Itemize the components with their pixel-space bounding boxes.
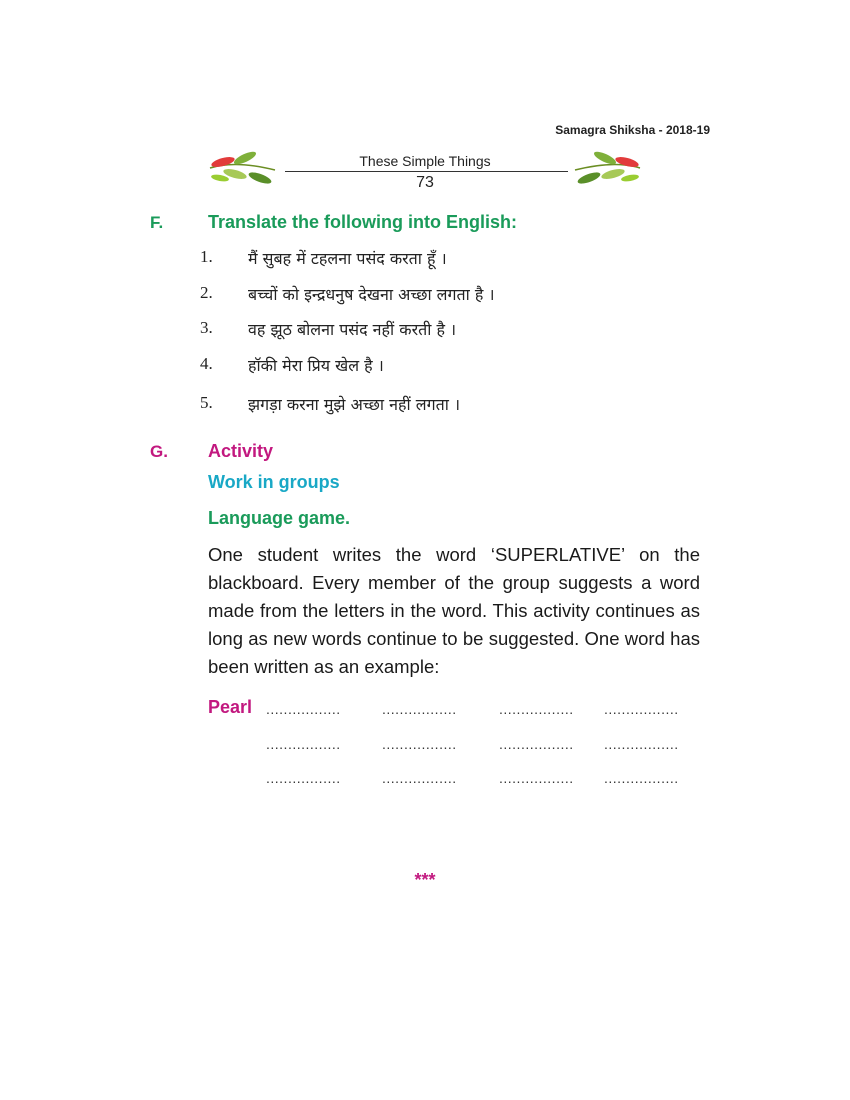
blank-line: .................	[604, 736, 679, 752]
item-text: मैं सुबह में टहलना पसंद करता हूँ ।	[248, 249, 447, 268]
blank-line: .................	[499, 770, 574, 786]
running-title: These Simple Things	[359, 153, 491, 169]
blank-line: .................	[266, 770, 341, 786]
blank-line: .................	[382, 701, 457, 717]
item-text: वह झूठ बोलना पसंद नहीं करती है ।	[248, 320, 457, 339]
item-text: बच्चों को इन्द्रधनुष देखना अच्छा लगता है ।	[248, 285, 495, 304]
item-number: 3.	[200, 318, 213, 337]
section-g-title: Activity	[208, 441, 274, 461]
section-f-letter: F.	[150, 213, 164, 232]
item-text: हॉकी मेरा प्रिय खेल है ।	[248, 356, 384, 375]
item-number: 2.	[200, 283, 213, 302]
example-word: Pearl	[208, 697, 253, 717]
item-number: 5.	[200, 393, 213, 412]
header-rule	[285, 171, 568, 172]
page-number: 73	[416, 174, 434, 191]
translation-item-2	[200, 283, 495, 305]
blank-line: .................	[604, 701, 679, 717]
item-number: 1.	[200, 247, 213, 266]
blank-line: .................	[499, 736, 574, 752]
blank-line: .................	[382, 770, 457, 786]
blank-line: .................	[266, 701, 341, 717]
blank-line: .................	[604, 770, 679, 786]
item-text: झगड़ा करना मुझे अच्छा नहीं लगता ।	[248, 395, 461, 414]
end-mark: ***	[414, 870, 436, 890]
publisher-label: Samagra Shiksha - 2018-19	[555, 123, 710, 137]
language-game-heading: Language game.	[208, 508, 351, 528]
translation-item-1	[200, 247, 447, 269]
work-in-groups-heading: Work in groups	[208, 472, 340, 492]
blank-line: .................	[266, 736, 341, 752]
blank-line: .................	[499, 701, 574, 717]
translation-item-4	[200, 354, 384, 376]
translation-item-3	[200, 318, 456, 340]
item-number: 4.	[200, 354, 213, 373]
section-f-title: Translate the following into English:	[208, 212, 518, 232]
activity-instructions: One student writes the word ‘SUPERLATIVE’ on the blackboard. Every member of the group suggests a word made from the letters in the word. This activity continues as long as new words continue to be suggested. One word has been written as an example:	[208, 544, 700, 677]
section-g-letter: G.	[150, 442, 168, 461]
translation-item-5	[200, 393, 460, 415]
blank-line: .................	[382, 736, 457, 752]
